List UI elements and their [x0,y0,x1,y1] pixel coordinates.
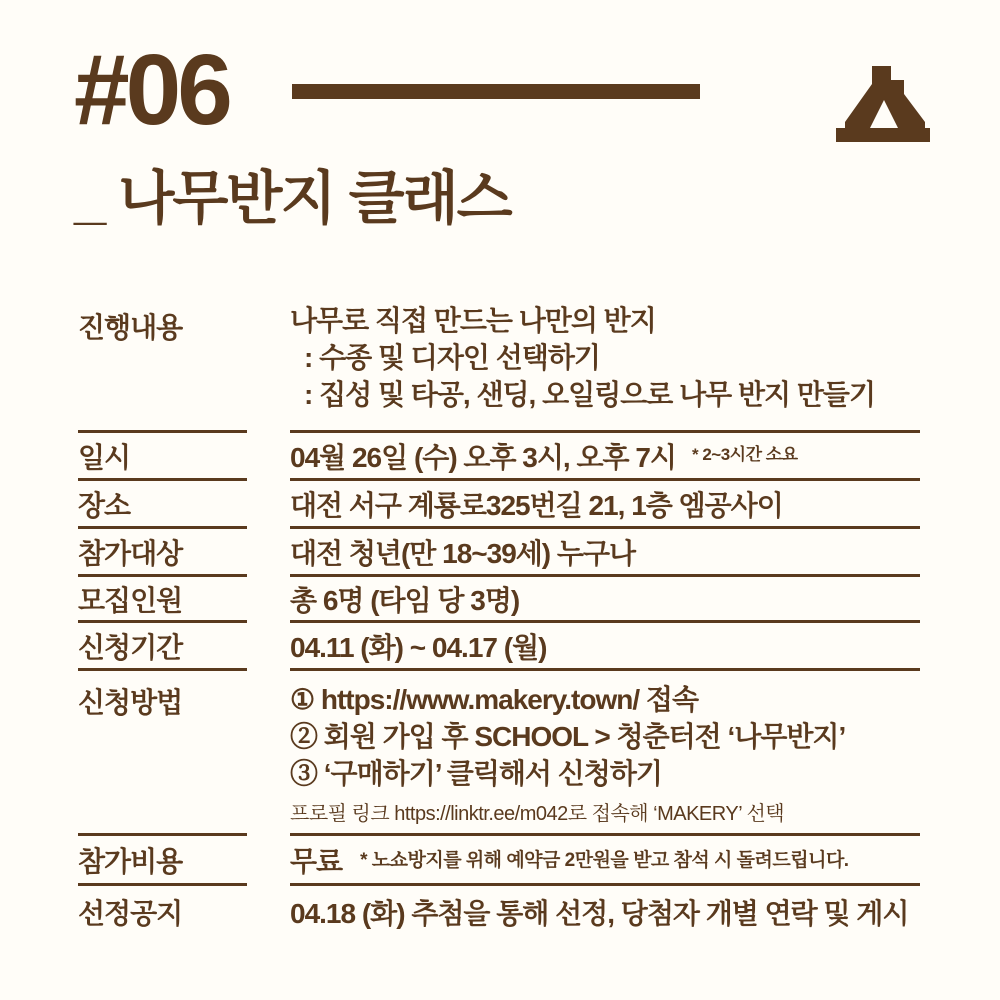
row-location [78,478,920,526]
page-title: _ 나무반지 클래스 [74,166,511,231]
datetime-value: 04월 26일 (수) 오후 3시, 오후 7시 [290,441,676,473]
apply-method-content [290,668,920,833]
row-apply-period [78,620,920,668]
datetime-note: * 2~3시간 소요 [691,445,798,464]
capacity-label: 모집인원 [78,574,247,620]
program-line: : 수종 및 디자인 선택하기 [304,342,600,373]
row-eligibility [78,526,920,574]
program-line: 나무로 직접 만드는 나만의 반지 [290,305,656,336]
fee-label: 참가비용 [78,833,247,883]
location-label: 장소 [78,478,247,526]
apply-step: ① https://www.makery.town/ 접속 [290,684,699,715]
row-datetime [78,430,920,478]
row-apply-method [78,668,920,833]
program-line: : 집성 및 타공, 샌딩, 오일링으로 나무 반지 만들기 [304,379,876,410]
row-capacity [78,574,920,620]
apply-period-value: 04.11 (화) ~ 04.17 (월) [290,620,920,668]
fee-value: 무료 [290,845,343,877]
column-gap [247,574,290,620]
header-bar [292,84,700,99]
announcement-label: 선정공지 [78,883,247,937]
column-gap [247,526,290,574]
apply-period-label: 신청기간 [78,620,247,668]
row-announcement [78,883,920,937]
announcement-value: 04.18 (화) 추첨을 통해 선정, 당첨자 개별 연락 및 게시 [290,883,920,937]
column-gap [247,478,290,526]
eligibility-value: 대전 청년(만 18~39세) 누구나 [290,526,920,574]
apply-step: ② 회원 가입 후 SCHOOL > 청춘터전 ‘나무반지’ [290,721,846,752]
fee-content [290,833,920,883]
issue-number: #06 [74,34,229,146]
row-fee [78,833,920,883]
column-gap [247,883,290,937]
column-gap [247,620,290,668]
row-program [78,298,920,430]
column-gap [247,430,290,478]
location-value: 대전 서구 계룡로325번길 21, 1층 엠공사이 [290,478,920,526]
tent-logo-icon [828,60,938,150]
program-content [290,298,920,430]
fee-note: * 노쇼방지를 위해 예약금 2만원을 받고 참석 시 돌려드립니다. [360,850,849,871]
capacity-value: 총 6명 (타임 당 3명) [290,574,920,620]
apply-method-label: 신청방법 [78,668,247,833]
column-gap [247,668,290,833]
info-table [78,298,920,937]
program-label: 진행내용 [78,312,183,343]
datetime-content [290,430,920,478]
profile-link-note: 프로필 링크 https://linktr.ee/m042로 접속해 ‘MAKERY’ 선택 [290,803,785,825]
column-gap [247,833,290,883]
apply-step: ③ ‘구매하기’ 클릭해서 신청하기 [290,758,662,789]
eligibility-label: 참가대상 [78,526,247,574]
datetime-label: 일시 [78,430,247,478]
column-gap [247,298,290,430]
